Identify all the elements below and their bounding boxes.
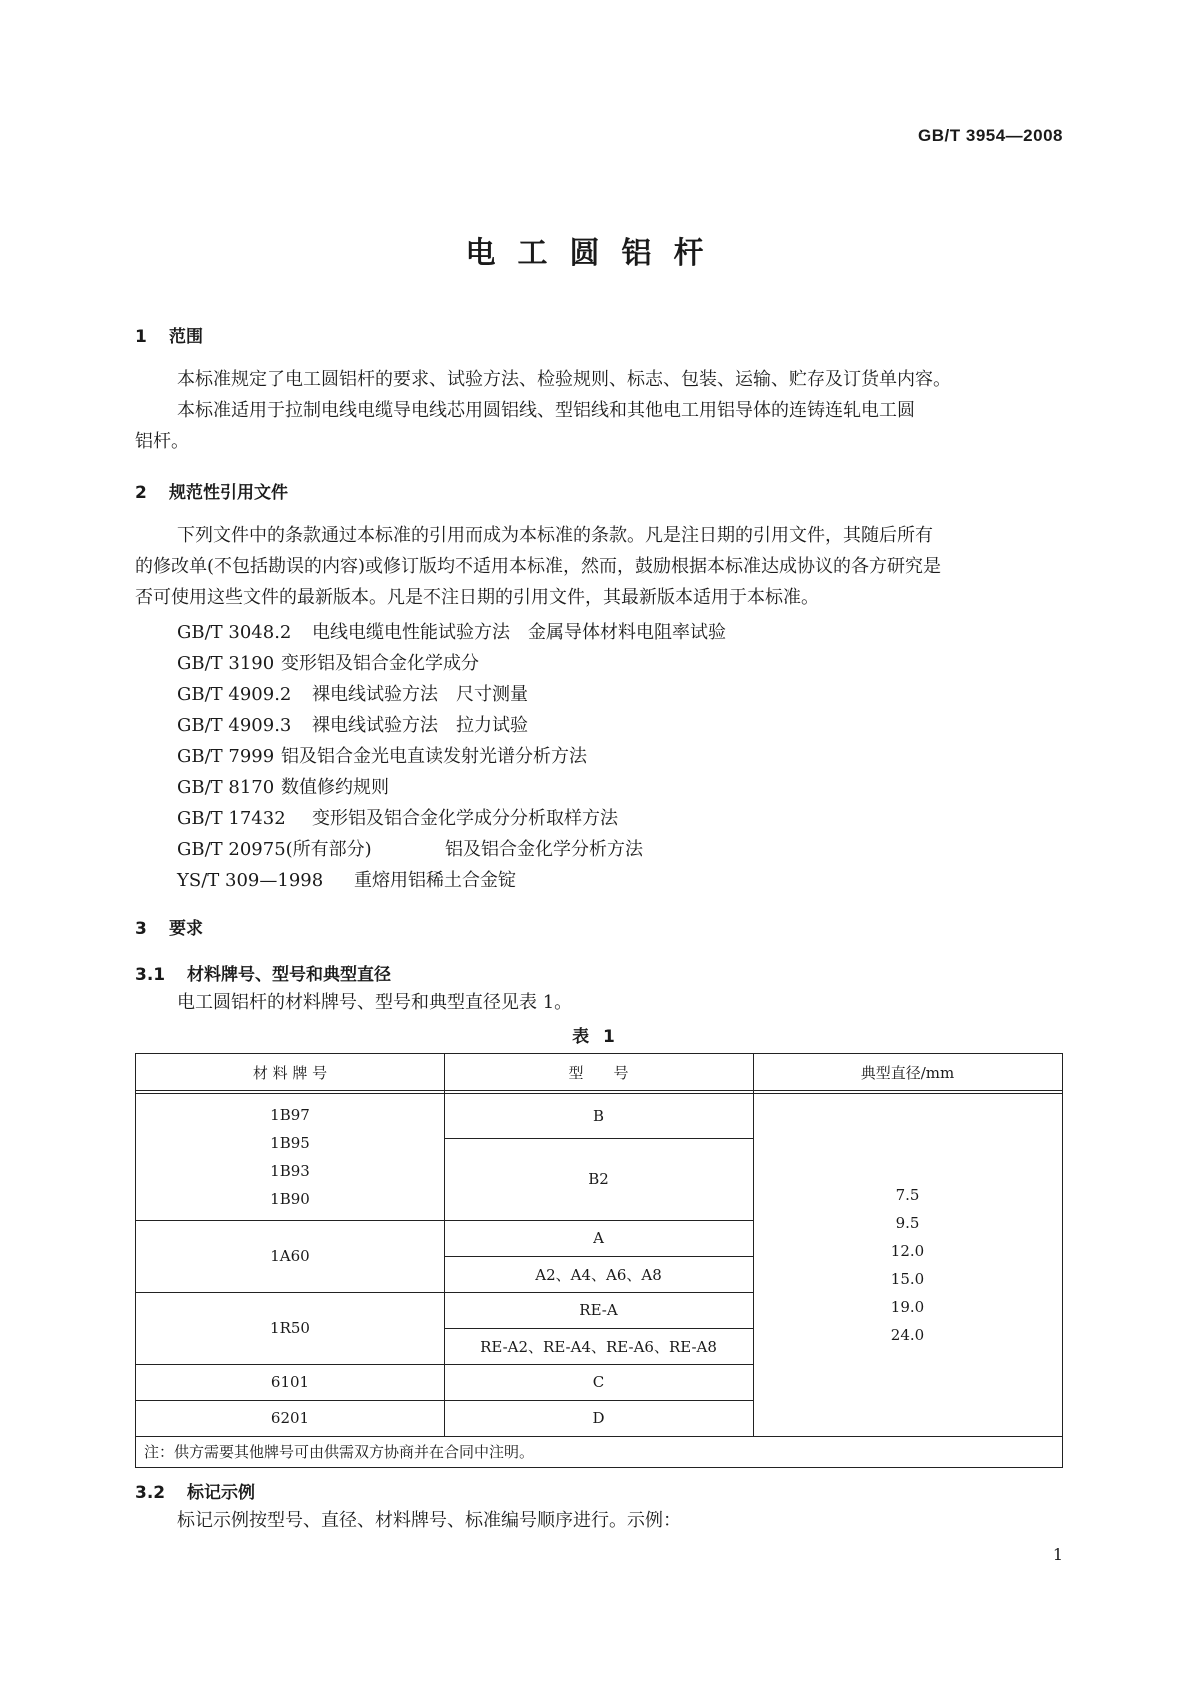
diameter-value: 24.0 [890, 1325, 925, 1344]
section-2-heading [135, 478, 288, 503]
reference-item [177, 742, 587, 768]
grade-cell: 1B97 [270, 1105, 310, 1124]
reference-title: 裸电线试验方法 尺寸测量 [312, 684, 528, 705]
type-cell: B2 [588, 1170, 609, 1188]
type-cell: RE-A2、RE-A4、RE-A6、RE-A8 [480, 1337, 717, 1356]
document-title: 电工圆铝杆 [465, 236, 726, 271]
grade-cell: 1B90 [270, 1189, 310, 1208]
grade-group-1 [136, 1093, 444, 1220]
section-1-heading [135, 322, 203, 347]
section-number: 3.1 [135, 965, 166, 985]
diameter-value: 7.5 [895, 1185, 920, 1204]
reference-title: 数值修约规则 [281, 777, 389, 798]
type-cell: C [592, 1373, 605, 1391]
reference-code: GB/T 7999 [177, 746, 275, 767]
type-cell: A [593, 1229, 604, 1247]
table-header-type: 型 号 [568, 1063, 629, 1082]
grade-cell: 1B95 [270, 1133, 310, 1152]
type-cell: D [592, 1409, 605, 1427]
section-1-body [135, 364, 1063, 457]
section-number: 3 [135, 919, 147, 939]
standard-number: GB/T 3954—2008 [918, 126, 1063, 145]
table-1 [135, 1053, 1063, 1468]
grade-cell: 1B93 [270, 1161, 310, 1180]
reference-item [177, 649, 479, 675]
section-title: 标记示例 [187, 1483, 255, 1503]
reference-code: GB/T 3190 [177, 653, 275, 674]
section-3-2-heading [135, 1478, 255, 1503]
reference-code: GB/T 20975(所有部分) [177, 839, 372, 860]
paragraph-continuation: 的修改单(不包括勘误的内容)或修订版均不适用本标准，然而，鼓励根据本标准达成协议的各方研究是 [135, 556, 942, 577]
section-3-2-body: 标记示例按型号、直径、材料牌号、标准编号顺序进行。示例： [177, 1510, 681, 1531]
reference-item [177, 711, 528, 737]
reference-code: GB/T 4909.2 [177, 684, 292, 705]
reference-title: 电线电缆电性能试验方法 金属导体材料电阻率试验 [312, 622, 726, 643]
paragraph: 下列文件中的条款通过本标准的引用而成为本标准的条款。凡是注日期的引用文件，其随后所有 [177, 525, 933, 546]
reference-item [177, 773, 389, 799]
grade-cell: 1R50 [270, 1319, 310, 1337]
grade-cell: 1A60 [270, 1247, 310, 1265]
diameter-value: 12.0 [890, 1241, 925, 1260]
diameter-value: 15.0 [890, 1269, 925, 1288]
table-caption: 表 1 [572, 1027, 619, 1047]
type-cell: B [592, 1106, 605, 1125]
table-note: 注：供方需要其他牌号可由供需双方协商并在合同中注明。 [144, 1443, 535, 1461]
section-2-body [135, 520, 1063, 613]
reference-title: 铝及铝合金化学分析方法 [445, 839, 643, 860]
reference-code: GB/T 8170 [177, 777, 275, 798]
grade-cell: 6101 [270, 1373, 310, 1391]
table-header-grade: 材 料 牌 号 [252, 1063, 328, 1082]
section-3-heading [135, 914, 203, 939]
reference-title: 重熔用铝稀土合金锭 [354, 870, 516, 891]
reference-item [177, 804, 618, 830]
section-3-1-body: 电工圆铝杆的材料牌号、型号和典型直径见表 1。 [177, 992, 573, 1013]
table-header-diameter: 典型直径/mm [860, 1063, 955, 1082]
type-cell: RE-A [579, 1301, 618, 1319]
diameter-cell [753, 1093, 1062, 1436]
reference-item [177, 680, 528, 706]
section-title: 材料牌号、型号和典型直径 [187, 965, 391, 985]
grade-cell: 6201 [270, 1409, 310, 1427]
paragraph: 本标准适用于拉制电线电缆导电线芯用圆铝线、型铝线和其他电工用铝导体的连铸连轧电工圆 [177, 400, 915, 421]
section-title: 规范性引用文件 [169, 483, 288, 503]
section-title: 范围 [169, 327, 203, 347]
reference-item [177, 618, 726, 644]
reference-code: YS/T 309—1998 [177, 870, 324, 891]
page-number: 1 [1052, 1545, 1063, 1564]
section-3-1-heading [135, 960, 391, 985]
section-number: 2 [135, 483, 147, 503]
section-title: 要求 [169, 919, 203, 939]
section-number: 1 [135, 327, 147, 347]
reference-title: 裸电线试验方法 拉力试验 [312, 715, 528, 736]
paragraph-continuation: 否可使用这些文件的最新版本。凡是不注日期的引用文件，其最新版本适用于本标准。 [135, 587, 819, 608]
reference-item [177, 866, 516, 892]
reference-code: GB/T 4909.3 [177, 715, 292, 736]
reference-code: GB/T 17432 [177, 808, 286, 829]
paragraph: 本标准规定了电工圆铝杆的要求、试验方法、检验规则、标志、包装、运输、贮存及订货单内容。 [177, 369, 951, 390]
section-number: 3.2 [135, 1483, 166, 1503]
diameter-value: 19.0 [890, 1297, 925, 1316]
reference-code: GB/T 3048.2 [177, 622, 292, 643]
reference-title: 变形铝及铝合金化学成分分析取样方法 [312, 808, 618, 829]
paragraph-continuation: 铝杆。 [135, 431, 189, 452]
diameter-value: 9.5 [895, 1213, 920, 1232]
reference-title: 铝及铝合金光电直读发射光谱分析方法 [281, 746, 587, 767]
reference-title: 变形铝及铝合金化学成分 [281, 653, 479, 674]
reference-item [177, 835, 643, 861]
type-cell: A2、A4、A6、A8 [535, 1265, 662, 1284]
